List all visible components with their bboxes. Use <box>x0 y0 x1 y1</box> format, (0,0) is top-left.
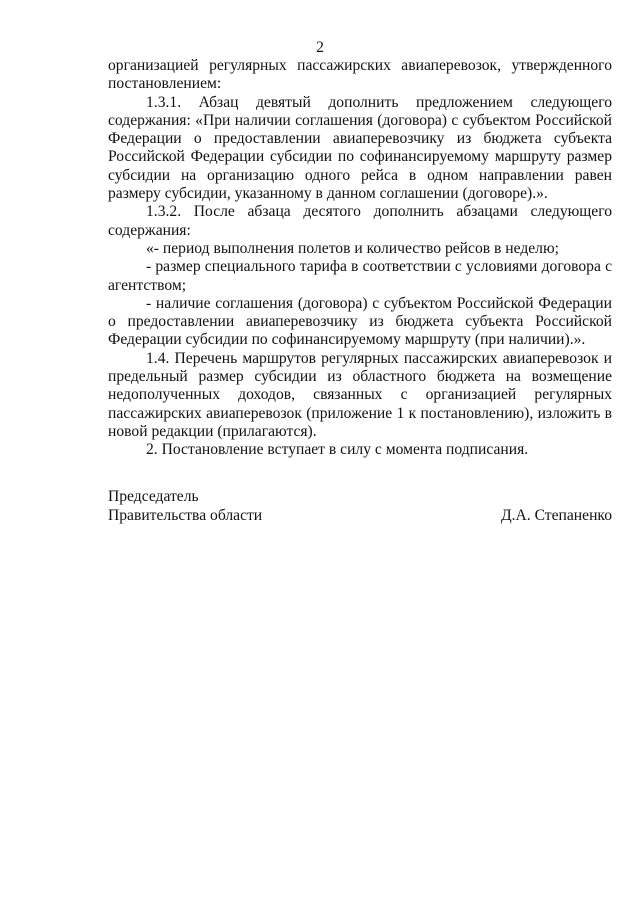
signatory-title-line1: Председатель <box>108 488 199 505</box>
signature-block <box>108 488 612 528</box>
signatory-name: Д.А. Степаненко <box>501 506 612 524</box>
paragraph-1-3-2: 1.3.2. После абзаца десятого дополнить абзацами следующего содержания: <box>108 203 612 239</box>
list-item-subsidy-agreement: - наличие соглашения (договора) с субъектом Российской Федерации о предоставлении авиаперевозчику из бюджета субъекта Российской Федерации субсидии по софинансируемому маршруту (при наличии).». <box>108 294 612 349</box>
paragraph-2: 2. Постановление вступает в силу с момента подписания. <box>146 441 529 459</box>
list-item-special-tariff: - размер специального тарифа в соответствии с условиями договора с агентством; <box>108 258 612 294</box>
page-number: 2 <box>316 39 324 56</box>
document-body <box>108 57 612 460</box>
paragraph-1-4: 1.4. Перечень маршрутов регулярных пассажирских авиаперевозок и предельный размер субсидии из областного бюджета на возмещение недополученных доходов, связанных с организацией регулярных пассажирских авиаперевозок (приложение 1 к постановлению), изложить в новой редакции (прилагаются). <box>108 349 612 440</box>
paragraph-1-3-1: 1.3.1. Абзац девятый дополнить предложением следующего содержания: «При наличии соглашения (договора) с субъектом Российской Федерации о предоставлении авиаперевозчику из бюджета субъекта Российской Федерации субсидии по софинансируемому маршруту размер субсидии на организацию одного рейса в одном направлении равен размеру субсидии, указанному в данном соглашении (договоре).». <box>108 93 612 203</box>
list-item-flight-period: «- период выполнения полетов и количество рейсов в неделю; <box>146 239 559 257</box>
paragraph-continuation: организацией регулярных пассажирских авиаперевозок, утвержденного постановлением: <box>108 57 612 93</box>
signatory-title-line2: Правительства области <box>108 506 263 524</box>
